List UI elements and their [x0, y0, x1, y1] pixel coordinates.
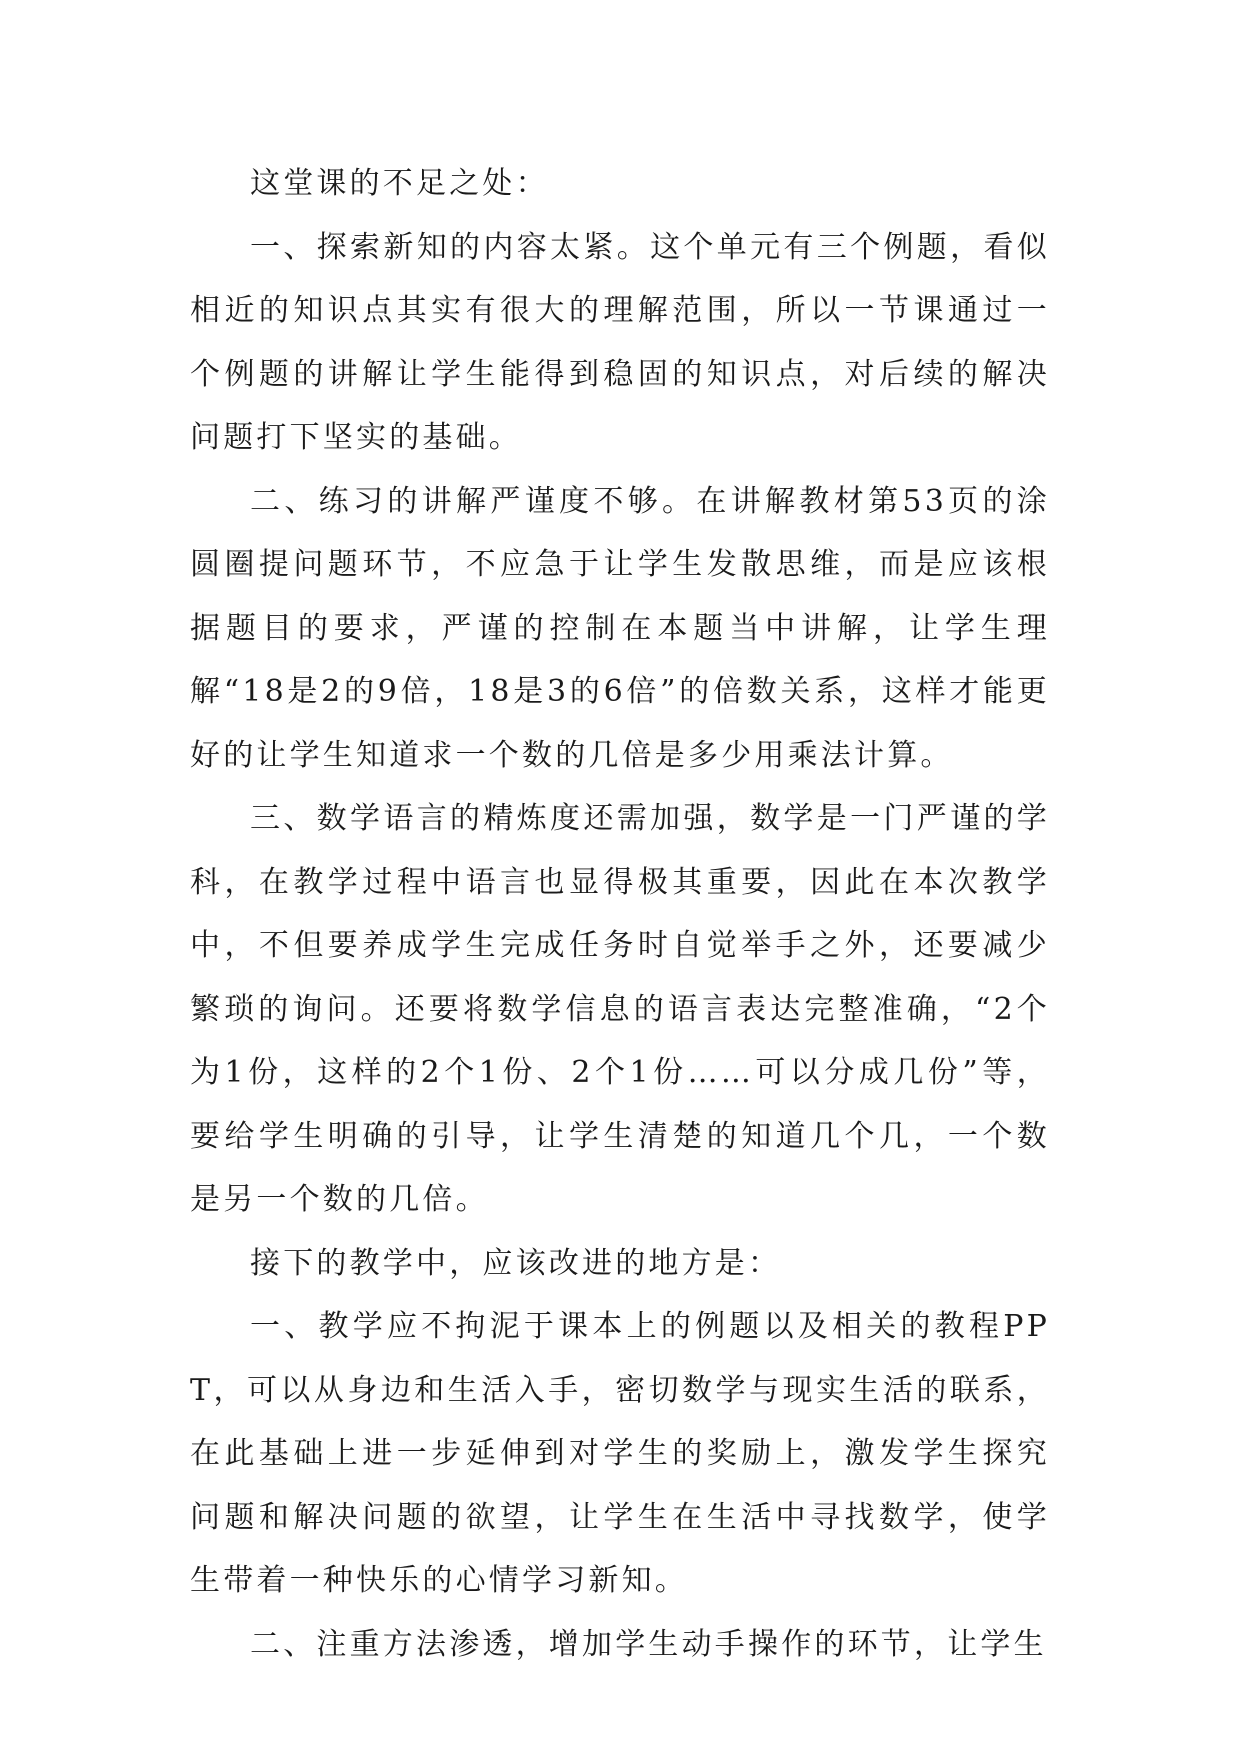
section-heading-improvements: 接下的教学中，应该改进的地方是： — [250, 1245, 782, 1281]
paragraph-shortcoming-3: 三、数学语言的精炼度还需加强，数学是一门严谨的学科，在教学过程中语言也显得极其重要，因此在本次教学中，不但要养成学生完成任务时自觉举手之外，还要减少繁琐的询问。还要将数学信息的语言表达完整准确，“2个为1份，这样的2个1份、2个1份……可以分成几份”等，要给学生明确的引导，让学生清楚的知道几个几，一个数是另一个数的几倍。 — [190, 801, 1050, 1217]
paragraph-shortcoming-1: 一、探索新知的内容太紧。这个单元有三个例题，看似相近的知识点其实有很大的理解范围，所以一节课通过一个例题的讲解让学生能得到稳固的知识点，对后续的解决问题打下坚实的基础。 — [190, 229, 1050, 455]
section-heading-shortcomings: 这堂课的不足之处： — [250, 166, 549, 201]
paragraph-shortcoming-2: 二、练习的讲解严谨度不够。在讲解教材第53页的涂圆圈提问题环节，不应急于让学生发散思维，而是应该根据题目的要求，严谨的控制在本题当中讲解，让学生理解“18是2的9倍，18是3的6倍”的倍数关系，这样才能更好的让学生知道求一个数的几倍是多少用乘法计算。 — [190, 483, 1050, 773]
document-body — [190, 152, 1050, 1676]
paragraph-improvement-2: 二、注重方法渗透，增加学生动手操作的环节，让学生 — [250, 1626, 1047, 1662]
paragraph-improvement-1: 一、教学应不拘泥于课本上的例题以及相关的教程PPT，可以从身边和生活入手，密切数学与现实生活的联系，在此基础上进一步延伸到对学生的奖励上，激发学生探究问题和解决问题的欲望，让学生在生活中寻找数学，使学生带着一种快乐的心情学习新知。 — [190, 1309, 1050, 1598]
